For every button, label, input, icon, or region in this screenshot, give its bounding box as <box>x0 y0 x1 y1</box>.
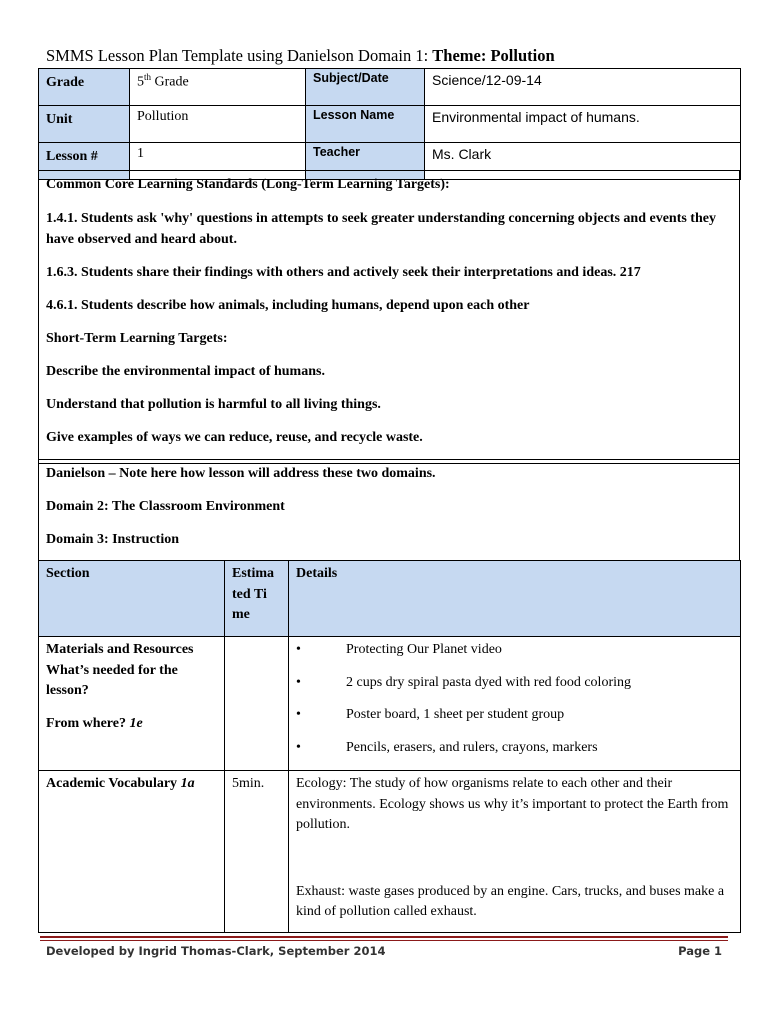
footer-divider <box>40 940 728 941</box>
grade-label: Grade <box>39 69 130 106</box>
domain-3: Domain 3: Instruction <box>46 532 180 547</box>
short-term-item: Understand that pollution is harmful to all living things. <box>46 397 381 412</box>
vocabulary-label: Academic Vocabulary 1a <box>39 771 225 933</box>
lesson-name-value: Environmental impact of humans. <box>425 106 741 143</box>
standards-cell <box>39 171 740 464</box>
unit-label: Unit <box>39 106 130 143</box>
materials-time <box>225 637 289 771</box>
subject-label: Subject/Date <box>306 69 425 106</box>
danielson-table <box>38 459 740 566</box>
unit-value: Pollution <box>130 106 306 143</box>
standard-item: 1.4.1. Students ask 'why' questions in attempts to seek greater understanding concerning objects and events they have observed and heard about. <box>46 211 716 247</box>
vocabulary-time: 5min. <box>225 771 289 933</box>
danielson-cell <box>39 460 740 566</box>
materials-label: Materials and Resources What’s needed for the lesson? From where? 1e <box>39 637 225 771</box>
list-item: • Pencils, erasers, and rulers, crayons, markers <box>296 739 598 755</box>
standards-heading: Common Core Learning Standards (Long-Term Learning Targets): <box>46 177 450 192</box>
list-item: • Poster board, 1 sheet per student group <box>296 707 565 722</box>
footer-author: Developed by Ingrid Thomas-Clark, September 2014 <box>46 944 386 958</box>
teacher-label: Teacher <box>306 143 425 180</box>
subject-value: Science/12-09-14 <box>425 69 741 106</box>
vocabulary-details <box>289 771 741 933</box>
lesson-number-value: 1 <box>130 143 306 180</box>
standards-table <box>38 170 740 464</box>
grade-value: 5th Grade <box>130 69 306 106</box>
estimated-time-header: Estimated Time <box>225 561 289 637</box>
page-number: Page 1 <box>678 944 722 958</box>
standard-item: 4.6.1. Students describe how animals, including humans, depend upon each other <box>46 298 530 313</box>
vocab-definition: Exhaust: waste gases produced by an engine. Cars, trucks, and buses make a kind of pollution called exhaust. <box>296 883 725 919</box>
footer-divider <box>40 936 728 938</box>
list-item: • 2 cups dry spiral pasta dyed with red food coloring <box>296 674 631 690</box>
vocab-definition: Ecology: The study of how organisms relate to each other and their environments. Ecology shows us why it’s important to protect the Earth from pollution. <box>296 776 729 832</box>
theme-label: Theme: Pollution <box>432 46 555 65</box>
standard-item: 1.6.3. Students share their findings with others and actively seek their interpretations and ideas. 217 <box>46 265 641 280</box>
short-term-heading: Short-Term Learning Targets: <box>46 331 228 346</box>
list-item: • Protecting Our Planet video <box>296 642 502 657</box>
lesson-number-label: Lesson # <box>39 143 130 180</box>
danielson-note: Danielson – Note here how lesson will address these two domains. <box>46 466 436 481</box>
sections-table <box>38 560 741 933</box>
details-header: Details <box>289 561 741 637</box>
lesson-name-label: Lesson Name <box>306 106 425 143</box>
materials-details <box>289 637 741 771</box>
page-title: SMMS Lesson Plan Template using Danielson Domain 1: Theme: Pollution <box>46 46 555 65</box>
domain-2: Domain 2: The Classroom Environment <box>46 499 285 514</box>
teacher-value: Ms. Clark <box>425 143 741 180</box>
short-term-item: Describe the environmental impact of humans. <box>46 364 325 379</box>
lesson-header-table <box>38 68 741 180</box>
section-header: Section <box>39 561 225 637</box>
short-term-item: Give examples of ways we can reduce, reuse, and recycle waste. <box>46 430 423 445</box>
